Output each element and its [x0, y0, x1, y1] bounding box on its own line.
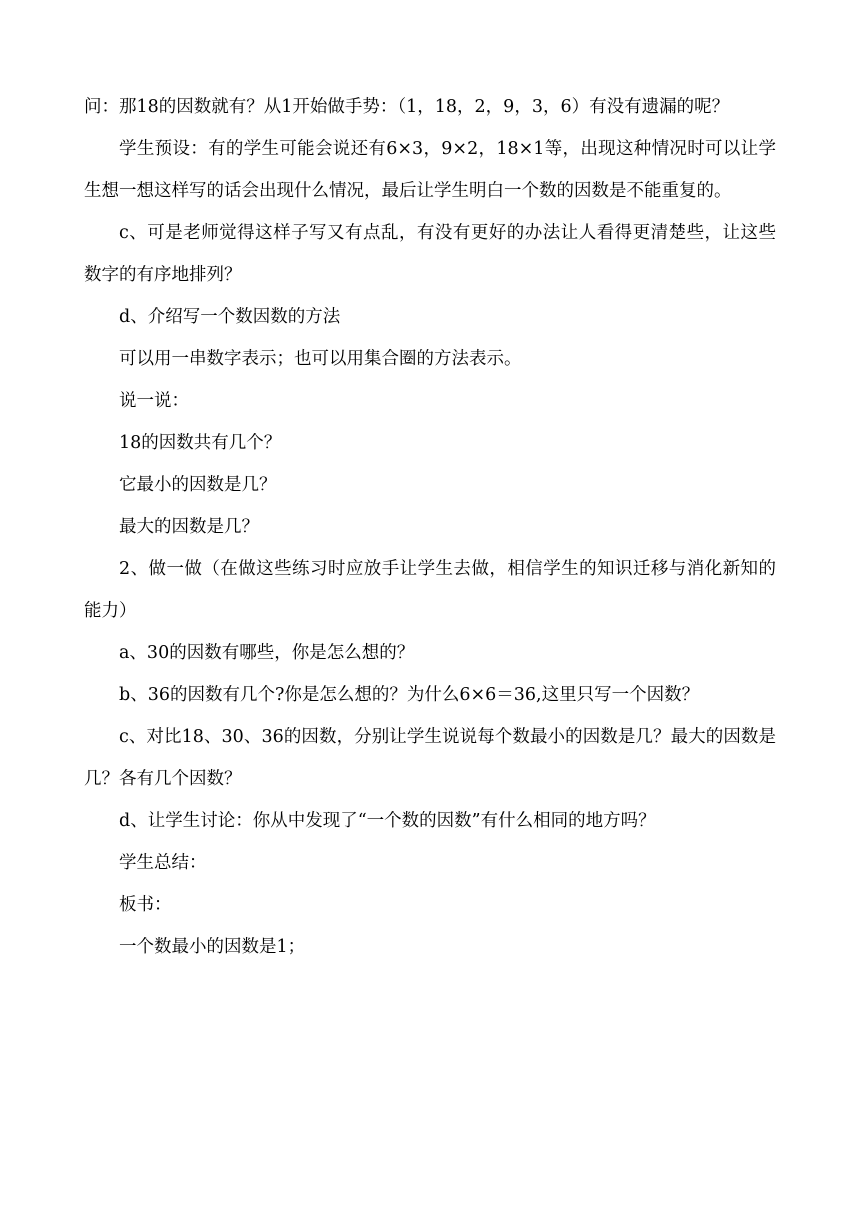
paragraph-exercise-b: b、36的因数有几个?你是怎么想的？为什么6×6＝36,这里只写一个因数？	[119, 685, 700, 705]
paragraph-largest-question: 最大的因数是几？	[119, 517, 259, 537]
document-body	[84, 86, 776, 968]
paragraph-exercise-d: d、让学生讨论：你从中发现了“一个数的因数”有什么相同的地方吗？	[119, 811, 656, 831]
paragraph-exercise-a: a、30的因数有哪些，你是怎么想的？	[119, 643, 415, 663]
paragraph-question-factors-18: 问：那18的因数就有？从1开始做手势：（1，18，2，9，3，6）有没有遗漏的呢？	[84, 97, 730, 117]
paragraph-student-prediction: 学生预设：有的学生可能会说还有6×3，9×2，18×1等，出现这种情况时可以让学生想一想这样写的话会出现什么情况，最后让学生明白一个数的因数是不能重复的。	[84, 139, 776, 201]
paragraph-count-question: 18的因数共有几个？	[119, 433, 282, 453]
paragraph-say-it: 说一说：	[119, 391, 189, 411]
paragraph-item-c-ordering: c、可是老师觉得这样子写又有点乱，有没有更好的办法让人看得更清楚些，让这些数字的有序地排列？	[84, 223, 776, 285]
paragraph-exercise-c: c、对比18、30、36的因数，分别让学生说说每个数最小的因数是几？最大的因数是几？各有几个因数？	[84, 727, 776, 789]
paragraph-item-d-method: d、介绍写一个数因数的方法	[119, 307, 341, 327]
paragraph-blackboard: 板书：	[119, 895, 172, 915]
paragraph-exercise-heading: 2、做一做（在做这些练习时应放手让学生去做，相信学生的知识迁移与消化新知的能力）	[84, 559, 776, 621]
paragraph-student-summary: 学生总结：	[119, 853, 207, 873]
paragraph-representation: 可以用一串数字表示；也可以用集合圈的方法表示。	[119, 349, 522, 369]
paragraph-smallest-question: 它最小的因数是几？	[119, 475, 277, 495]
paragraph-smallest-factor-rule: 一个数最小的因数是1；	[119, 937, 306, 957]
